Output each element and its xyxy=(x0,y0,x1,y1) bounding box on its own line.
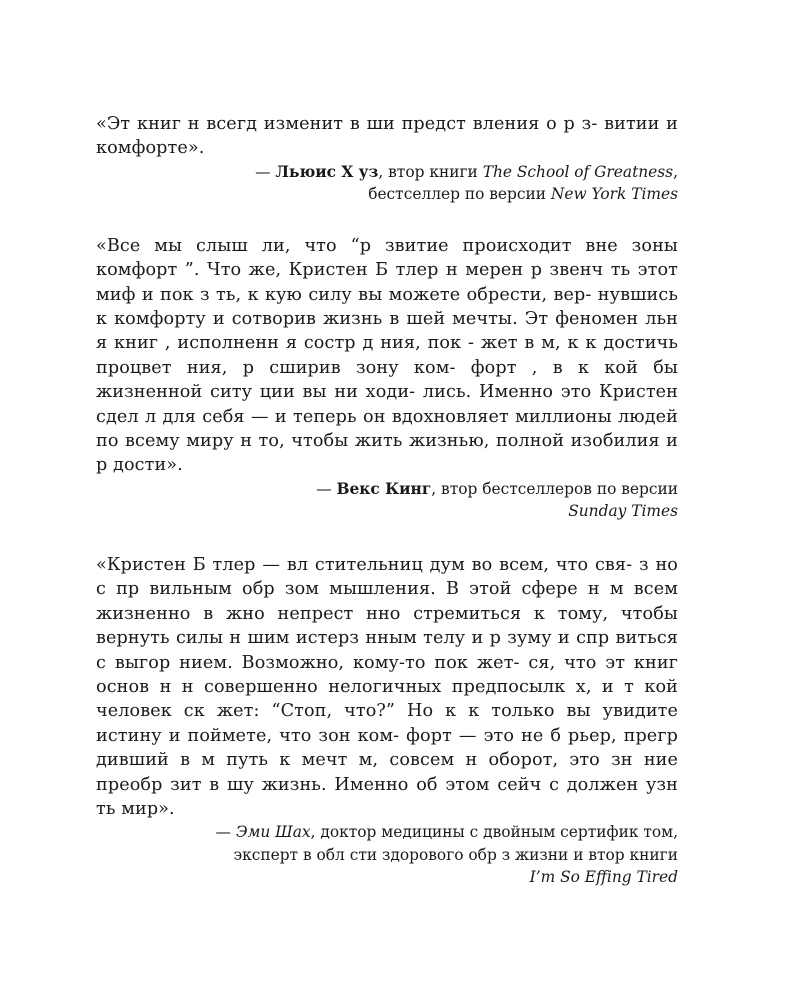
attribution-line xyxy=(96,478,678,501)
attribution-dash: — xyxy=(255,162,276,181)
attribution-text: бестселлер по версии xyxy=(368,185,551,204)
attribution-line xyxy=(96,183,678,206)
page xyxy=(96,112,678,889)
attribution-line xyxy=(96,161,678,184)
book-title: The School of Greatness xyxy=(482,162,674,181)
author-name: Эми Шах xyxy=(235,823,311,842)
publication-title: Sunday Times xyxy=(568,502,678,521)
publication-title: New York Times xyxy=(550,185,678,204)
quote-attribution xyxy=(96,161,678,206)
attribution-dash: — xyxy=(215,823,236,842)
testimonial-1 xyxy=(96,112,678,206)
quote-text: «Эт книг н всегд изменит в ши предст вления о р з- витии и комфорте». xyxy=(96,114,678,159)
attribution-line xyxy=(96,821,678,844)
attribution-punctuation: , xyxy=(673,162,678,181)
attribution-dash: — xyxy=(316,479,337,498)
author-role: , втор книги xyxy=(378,162,483,181)
testimonial-3 xyxy=(96,553,678,889)
attribution-line: эксперт в обл сти здорового обр з жизни и втор книги xyxy=(233,845,678,864)
quote-text: «Кристен Б тлер — вл стительниц дум во всем, что свя- з но с пр вильным обр зом мышления. В этой сфере н м всем жизненно в жно непрест нно стремиться к тому, чтобы вернуть силы н шим истерз нным телу и р зуму и спр виться с выгор нием. Возможно, кому-то пок жет- ся, что эт книг основ н н совершенно нелогичных предпосылк х, и т кой человек ск жет: “Стоп, что?” Но к к только вы увидите истину и поймете, что зон ком- форт — это не б рьер, прегр дивший в м путь к мечт м, совсем н оборот, это зн ние преобр зит в шу жизнь. Именно об этом сейч с должен узн ть мир». xyxy=(96,554,678,819)
book-title: I’m So Effing Tired xyxy=(529,868,678,887)
quote-attribution xyxy=(96,821,678,889)
author-role: , доктор медицины с двойным сертифик том, xyxy=(310,823,678,842)
quote-attribution xyxy=(96,478,678,523)
author-role: , втор бестселлеров по версии xyxy=(431,479,678,498)
author-name: Векс Кинг xyxy=(336,479,432,498)
author-name: Льюис Х уз xyxy=(275,162,379,181)
testimonial-2 xyxy=(96,234,678,523)
quote-text: «Все мы слыш ли, что “р звитие происходит вне зоны комфорт ”. Что же, Кристен Б тлер н мерен р звенч ть этот миф и пок з ть, к кую силу вы можете обрести, вер- нувшись к комфорту и сотворив жизнь в шей мечты. Эт феномен льн я книг , исполненн я состр д ния, пок - жет в м, к к достичь процвет ния, р сширив зону ком- форт , в к кой бы жизненной ситу ции вы ни ходи- лись. Именно это Кристен сдел л для себя — и теперь он вдохновляет миллионы людей по всему миру н то, чтобы жить жизнью, полной изобилия и р дости». xyxy=(96,235,678,476)
